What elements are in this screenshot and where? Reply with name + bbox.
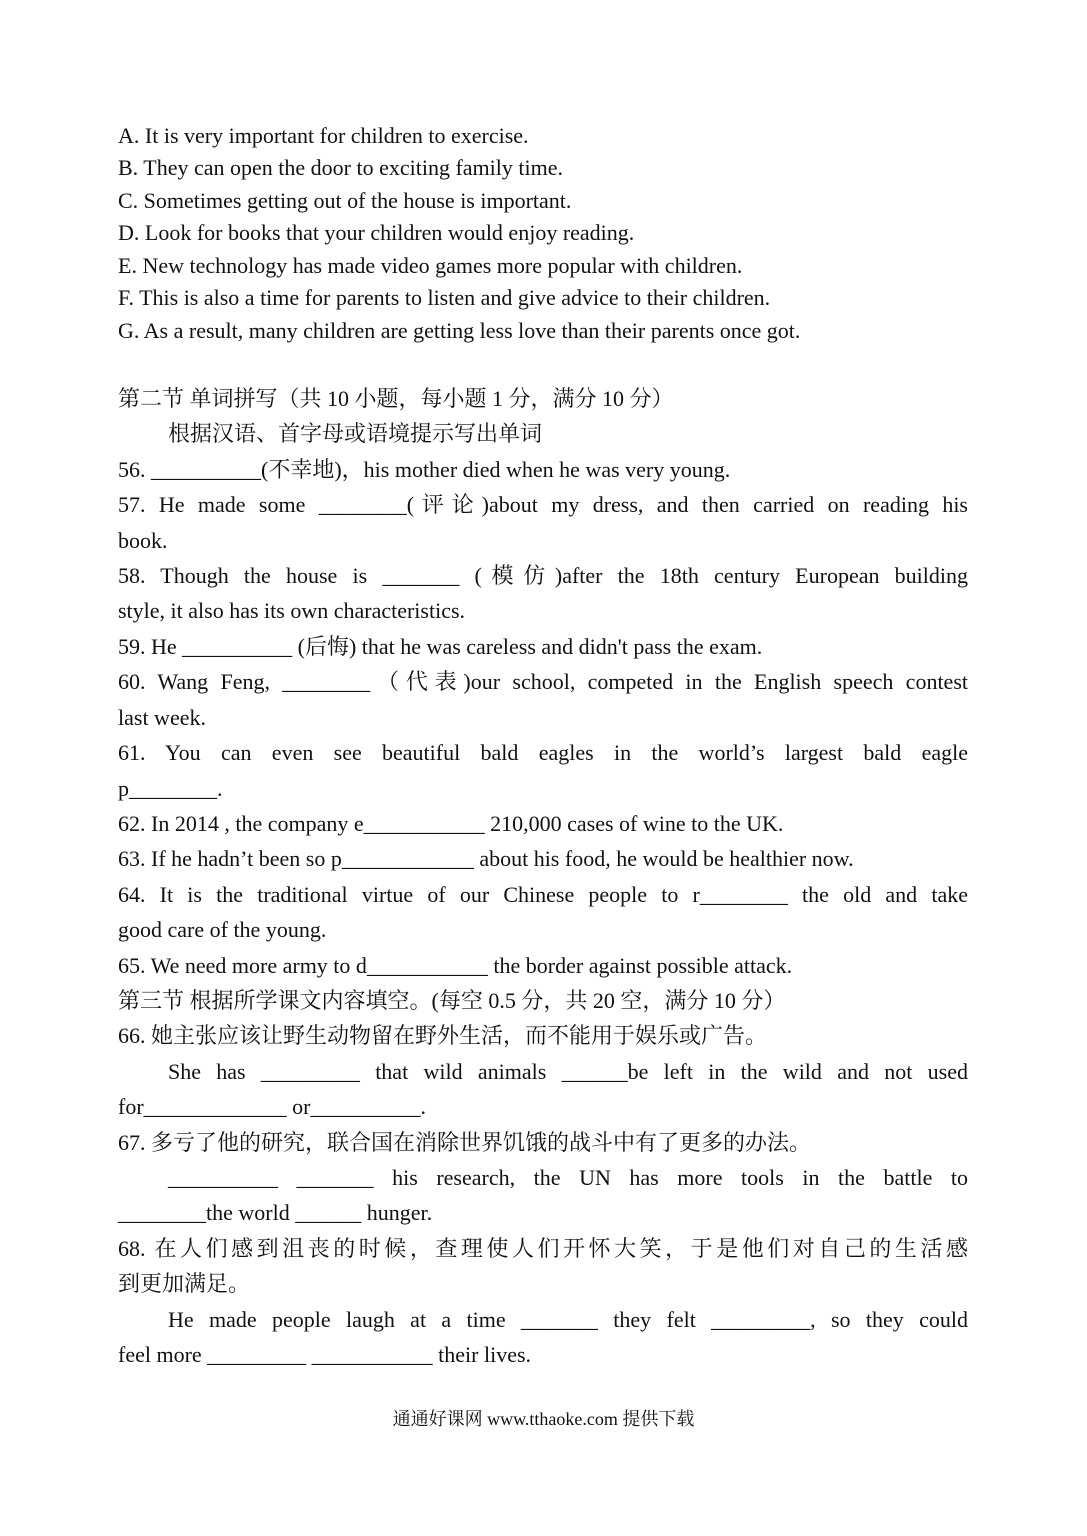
question-68-chinese: 68. 在人们感到沮丧的时候，查理使人们开怀大笑，于是他们对自己的生活感 [118,1236,968,1261]
section-2-heading: 第二节 单词拼写（共 10 小题，每小题 1 分，满分 10 分） [118,386,674,411]
question-66-english-cont: for_____________ or__________. [118,1094,426,1119]
option-d: D. Look for books that your children would enjoy reading. [118,220,635,245]
option-g: G. As a result, many children are getting less love than their parents once got. [118,318,801,343]
question-66-chinese: 66. 她主张应该让野生动物留在野外生活，而不能用于娱乐或广告。 [118,1023,768,1048]
option-a: A. It is very important for children to exercise. [118,123,529,148]
question-68-english: He made people laugh at a time _______ they felt _________, so they could [168,1307,968,1332]
section-3-heading: 第三节 根据所学课文内容填空。(每空 0.5 分，共 20 空，满分 10 分） [118,988,786,1013]
page-footer: 通通好课网 www.tthaoke.com 提供下载 [392,1409,695,1429]
question-62: 62. In 2014 , the company e___________ 210,000 cases of wine to the UK. [118,811,784,836]
question-63: 63. If he hadn’t been so p____________ about his food, he would be healthier now. [118,846,854,871]
question-65: 65. We need more army to d___________ the border against possible attack. [118,953,793,978]
section-2-instruction: 根据汉语、首字母或语境提示写出单词 [168,421,543,446]
question-64: 64. It is the traditional virtue of our Chinese people to r________ the old and take [118,882,968,907]
question-67-english: __________ _______ his research, the UN has more tools in the battle to [168,1165,968,1190]
question-68-chinese-cont: 到更加满足。 [118,1271,251,1296]
question-64-cont: good care of the young. [118,917,327,942]
question-59: 59. He __________ (后悔) that he was careless and didn't pass the exam. [118,634,763,659]
question-58: 58. Though the house is _______ (模仿)after the 18th century European building [118,563,968,588]
option-e: E. New technology has made video games more popular with children. [118,253,743,278]
question-61-cont: p________. [118,776,223,801]
question-67-chinese: 67. 多亏了他的研究，联合国在消除世界饥饿的战斗中有了更多的办法。 [118,1130,812,1155]
question-61: 61. You can even see beautiful bald eagles in the world’s largest bald eagle [118,740,968,765]
option-c: C. Sometimes getting out of the house is important. [118,188,572,213]
question-60: 60. Wang Feng, ________（代表)our school, competed in the English speech contest [118,669,968,694]
question-57-cont: book. [118,528,168,553]
question-60-cont: last week. [118,705,206,730]
question-58-cont: style, it also has its own characteristics. [118,598,466,623]
option-f: F. This is also a time for parents to listen and give advice to their children. [118,285,771,310]
question-57: 57. He made some ________(评论)about my dress, and then carried on reading his [118,492,968,517]
option-b: B. They can open the door to exciting family time. [118,155,563,180]
question-67-english-cont: ________the world ______ hunger. [118,1200,433,1225]
question-66-english: She has _________ that wild animals ______be left in the wild and not used [168,1059,968,1084]
question-56: 56. __________(不幸地)，his mother died when he was very young. [118,457,731,482]
question-68-english-cont: feel more _________ ___________ their lives. [118,1342,532,1367]
